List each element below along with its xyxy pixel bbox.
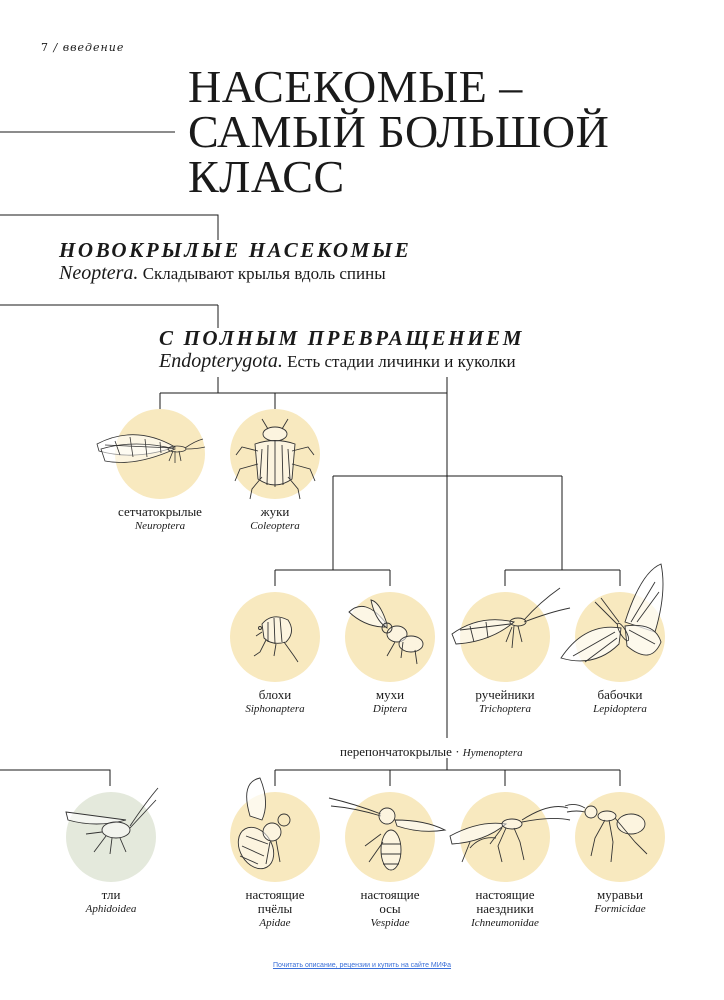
coleoptera-circle [230,409,320,499]
bee-icon [210,772,340,902]
neoptera-latin: Neoptera. [59,262,139,284]
lepidoptera-latin: Lepidoptera [593,703,647,715]
neuroptera-circle [115,409,205,499]
endopterygota-description: Есть стадии личинки и куколки [287,352,516,371]
caddisfly-icon [440,572,570,702]
endopterygota-subtitle [159,350,516,373]
formicidae-label [545,888,695,916]
ichneumonidae-circle [460,792,550,882]
ichneumonidae-latin: Ichneumonidae [471,917,539,929]
ichneumonidae-name-line2: наездники [476,901,534,916]
title-line-3: КЛАСС [188,151,345,202]
coleoptera-latin: Coleoptera [250,520,300,532]
lepidoptera-circle [575,592,665,682]
neoptera-description: Складывают крылья вдоль спины [142,264,386,283]
aphid-icon [46,772,176,902]
apidae-name-line2: пчёлы [257,901,293,916]
siphonaptera-circle [230,592,320,682]
neuroptera-latin: Neuroptera [134,520,186,532]
hymenoptera-latin: Hymenoptera [462,747,523,759]
neoptera-subtitle [59,262,386,285]
trichoptera-latin: Trichoptera [479,703,531,715]
butterfly-icon [555,572,685,702]
fly-icon [325,572,455,702]
title-line-2: САМЫЙ БОЛЬШОЙ [188,106,610,157]
apidae-circle [230,792,320,882]
siphonaptera-name: блохи [258,687,292,702]
formicidae-latin: Formicidae [594,903,646,915]
flea-icon [210,572,340,702]
vespidae-name-line2: осы [379,901,401,916]
lacewing-icon [95,389,225,519]
aphidoidea-circle [66,792,156,882]
trichoptera-name: ручейники [475,687,535,702]
ichneumonidae-name-line1: настоящие [475,887,535,902]
aphidoidea-name: тли [101,887,121,902]
header-separator: / [53,41,59,54]
lepidoptera-label [545,688,695,716]
ant-icon [555,772,685,902]
endopterygota-latin: Endopterygota. [159,350,283,372]
vespidae-name-line1: настоящие [360,887,420,902]
trichoptera-circle [460,592,550,682]
vespidae-latin: Vespidae [370,917,410,929]
neuroptera-name: сетчатокрылые [118,504,202,519]
hymenoptera-name: перепончатокрылые [340,744,452,759]
formicidae-name: муравьи [596,887,644,902]
diptera-latin: Diptera [372,703,408,715]
ichneumon-icon [440,772,570,902]
header-section: введение [62,41,125,54]
apidae-name-line1: настоящие [245,887,305,902]
wasp-icon [325,772,455,902]
apidae-latin: Apidae [259,917,291,929]
diptera-circle [345,592,435,682]
vespidae-circle [345,792,435,882]
footer-buy-link[interactable]: Почитать описание, рецензии и купить на сайте МИФа [272,962,452,969]
beetle-icon [210,389,340,519]
page-number: 7 [41,41,49,54]
siphonaptera-latin: Siphonaptera [245,703,305,715]
aphidoidea-latin: Aphidoidea [85,903,137,915]
lepidoptera-name: бабочки [597,687,643,702]
coleoptera-name: жуки [260,504,290,519]
endopterygota-title: С ПОЛНЫМ ПРЕВРАЩЕНИЕМ [159,326,525,350]
hymenoptera-separator: · [455,744,460,759]
diptera-name: мухи [375,687,405,702]
neoptera-title: НОВОКРЫЛЫЕ НАСЕКОМЫЕ [59,238,412,262]
aphidoidea-label [36,888,186,916]
coleoptera-label [200,505,350,533]
formicidae-circle [575,792,665,882]
title-line-1: НАСЕКОМЫЕ – [188,61,523,112]
hymenoptera-label [340,744,523,760]
